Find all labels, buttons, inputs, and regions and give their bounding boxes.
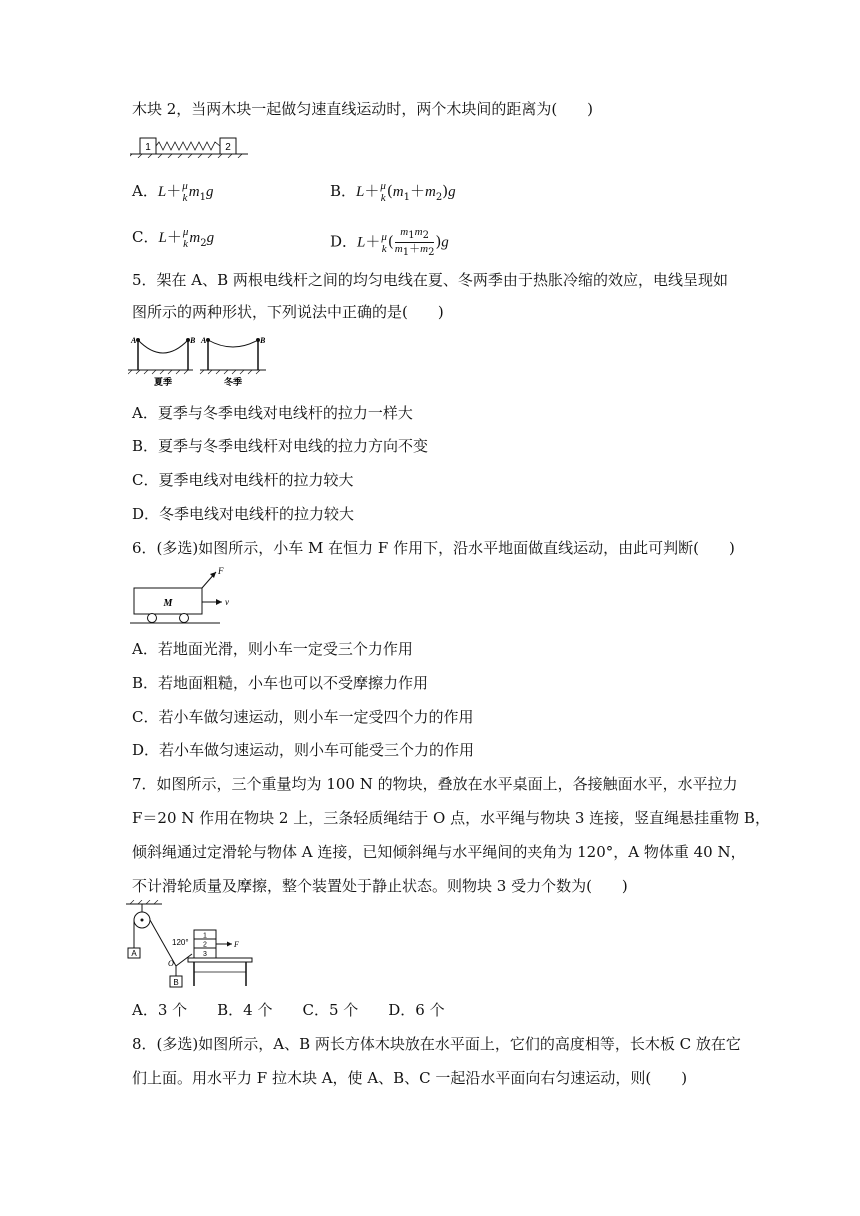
summer-label-a: A (131, 336, 137, 345)
q5-option-d: D．冬季电线对电线杆的拉力较大 (132, 505, 355, 523)
q5-stem-line1: 5．架在 A、B 两根电线杆之间的均匀电线在夏、冬两季由于热胀冷缩的效应，电线呈现如 (132, 271, 728, 289)
spring-blocks-figure (130, 134, 250, 158)
q6-option-c: C．若小车做匀速运动，则小车一定受四个力的作用 (132, 708, 474, 726)
winter-label-a: A (201, 336, 207, 345)
q6-option-a: A．若地面光滑，则小车一定受三个力作用 (132, 640, 413, 658)
q7-stem-line3: 倾斜绳通过定滑轮与物体 A 连接，已知倾斜绳与水平绳间的夹角为 120°，A 物体重 40 N， (132, 843, 746, 861)
force-label-f: F (218, 566, 224, 576)
cart-figure (130, 566, 240, 626)
q6-option-d: D．若小车做匀速运动，则小车可能受三个力的作用 (132, 741, 475, 759)
summer-caption: 夏季 (153, 378, 173, 388)
pulley-force-label-f: F (234, 940, 239, 949)
velocity-label-v: v (225, 597, 229, 607)
q6-option-b: B．若地面粗糙，小车也可以不受摩擦力作用 (132, 674, 429, 692)
q6-stem: 6．(多选)如图所示，小车 M 在恒力 F 作用下，沿水平地面做直线运动，由此可判断( ) (132, 539, 735, 557)
q8-stem-line2: 们上面。用水平力 F 拉木块 A，使 A、B、C 一起沿水平面向右匀速运动，则( ) (132, 1069, 688, 1087)
q4-option-c: C．L＋ μ k $m_2g$ (132, 226, 215, 250)
q5-option-b: B．夏季与冬季电线杆对电线的拉力方向不变 (132, 437, 429, 455)
q5-option-a: A．夏季与冬季电线对电线杆的拉力一样大 (132, 404, 413, 422)
q5-stem-line2: 图所示的两种形状，下列说法中正确的是( ) (132, 303, 444, 321)
q4-option-a: A．L＋ μ k $m_1g$ (132, 180, 214, 204)
power-line-figure (128, 332, 268, 388)
block-2-label: 2 (225, 142, 231, 153)
angle-label: 120° (172, 938, 189, 947)
knot-label-o: O (168, 959, 174, 968)
summer-label-b: B (190, 336, 196, 345)
winter-caption: 冬季 (223, 378, 243, 388)
q4-option-b: B．L＋ μ k $(m_1+m_2)g$ (330, 180, 456, 204)
q7-stem-line2: F＝20 N 作用在物块 2 上，三条轻质绳结于 O 点，水平绳与物块 3 连接，竖直绳悬挂重物 B， (132, 809, 770, 827)
q4-stem: 木块 2，当两木块一起做匀速直线运动时，两个木块间的距离为( ) (132, 100, 594, 118)
stack-block-3: 3 (203, 951, 207, 958)
q7-stem-line1: 7．如图所示，三个重量均为 100 N 的物块，叠放在水平桌面上，各接触面水平，水平拉力 (132, 775, 738, 793)
q7-options: A．3 个 B．4 个 C．5 个 D．6 个 (132, 1001, 445, 1019)
cart-label-m: M (163, 598, 173, 609)
q5-option-c: C．夏季电线对电线杆的拉力较大 (132, 471, 354, 489)
weight-label-b: B (173, 978, 179, 987)
stack-block-1: 1 (203, 932, 207, 940)
q8-stem-line1: 8．(多选)如图所示，A、B 两长方体木块放在水平面上，它们的高度相等，长木板 C 放在它 (132, 1035, 741, 1053)
pulley-label-a: A (131, 949, 137, 958)
pulley-figure (122, 900, 262, 990)
q7-stem-line4: 不计滑轮质量及摩擦，整个装置处于静止状态。则物块 3 受力个数为( ) (132, 877, 628, 895)
stack-block-2: 2 (203, 941, 207, 949)
block-1-label: 1 (145, 142, 151, 153)
winter-label-b: B (260, 336, 266, 345)
q4-option-d: D．L＋ μ k ( $\frac{m_1m_2}{m_1+m_2}$ )g (330, 226, 449, 259)
